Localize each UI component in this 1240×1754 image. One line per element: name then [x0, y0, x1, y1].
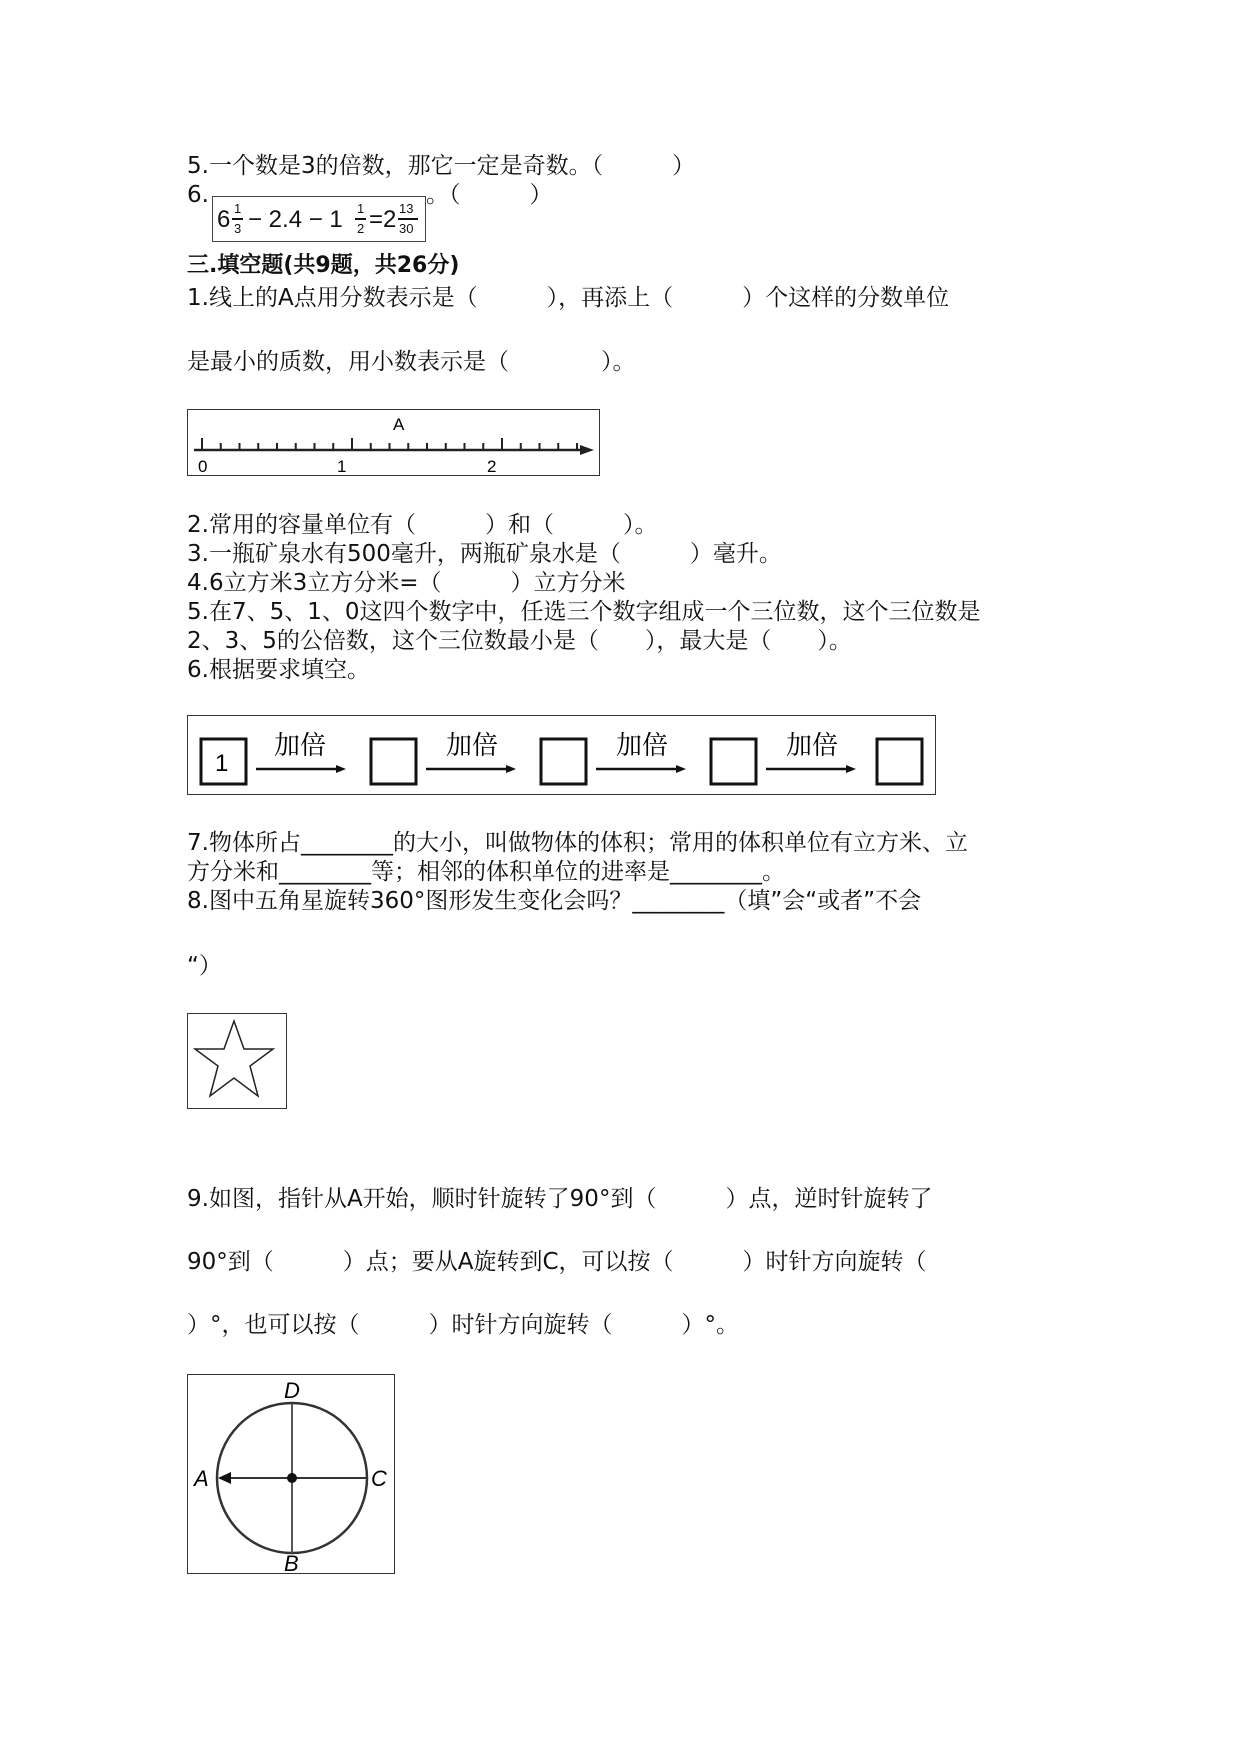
expr-den-3: 30 — [399, 221, 414, 236]
arrowhead-icon — [336, 765, 346, 773]
tick-label-0: 0 — [198, 457, 208, 475]
fill-q9-line2: 90°到（ ）点；要从A旋转到C，可以按（ ）时针方向旋转（ — [187, 1249, 927, 1275]
fill-q5-line1: 5.在7、5、1、0这四个数字中，任选三个数字组成一个三位数，这个三位数是 — [187, 599, 981, 625]
point-c-label: C — [371, 1466, 387, 1491]
dial — [188, 1375, 394, 1573]
q6-expression-image — [212, 196, 426, 242]
expr-num-3: 13 — [399, 201, 414, 216]
doubling-chain — [188, 716, 935, 794]
fill-q4: 4.6立方米3立方分米=（ ）立方分米 — [187, 570, 626, 596]
fill-q5-line2: 2、3、5的公倍数，这个三位数最小是（ ），最大是（ ）。 — [187, 628, 852, 654]
tick-label-1: 1 — [337, 457, 347, 475]
fill-q6: 6.根据要求填空。 — [187, 657, 370, 683]
step-label-4: 加倍 — [786, 730, 839, 760]
arrowhead-icon — [846, 765, 856, 773]
expr-den-1: 3 — [234, 221, 242, 236]
arrowhead-icon — [676, 765, 686, 773]
expr-bar-1 — [232, 218, 243, 220]
five-pointed-star — [195, 1021, 273, 1096]
expr-den-2: 2 — [357, 221, 365, 236]
answer-box-3 — [711, 739, 756, 784]
expr-num-2: 1 — [357, 201, 365, 216]
fill-q1-line2: 是最小的质数，用小数表示是（ ）。 — [187, 349, 636, 375]
expr-bar-3 — [398, 218, 418, 220]
dial-figure — [187, 1374, 395, 1574]
expr-whole-1: 6 — [217, 206, 231, 233]
judgement-q5: 5.一个数是3的倍数，那它一定是奇数。（ ） — [187, 153, 696, 179]
star-icon — [188, 1014, 286, 1108]
point-a-label: A — [194, 1466, 209, 1491]
fill-q7-line1: 7.物体所占________的大小，叫做物体的体积；常用的体积单位有立方米、立 — [187, 830, 968, 856]
fill-q9-line3: ）°，也可以按（ ）时针方向旋转（ ）°。 — [187, 1312, 739, 1338]
expr-equals: =2 — [369, 206, 397, 233]
fill-q9-line1: 9.如图，指针从A开始，顺时针旋转了90°到（ ）点，逆时针旋转了 — [187, 1186, 933, 1212]
step-label-1: 加倍 — [274, 730, 327, 760]
judgement-q6-number: 6. — [187, 182, 209, 208]
arrowhead-icon — [506, 765, 516, 773]
fill-q8-line2: “） — [187, 953, 222, 979]
judgement-q6-tail: 。（ ） — [426, 182, 553, 208]
expr-middle: − 2.4 − 1 — [248, 206, 343, 233]
arrowhead-icon — [580, 445, 594, 455]
step-label-3: 加倍 — [616, 730, 669, 760]
fill-q7-line2: 方分米和________等；相邻的体积单位的进率是________。 — [187, 859, 785, 885]
center-dot — [287, 1473, 297, 1483]
point-b-label: B — [284, 1551, 299, 1573]
section-title: 三.填空题(共9题，共26分) — [187, 253, 460, 278]
point-d-label: D — [284, 1378, 300, 1403]
answer-box-4 — [877, 739, 922, 784]
expr-num-1: 1 — [234, 201, 242, 216]
fill-q8-line1: 8.图中五角星旋转360°图形发生变化会吗？________（填”会“或者”不会 — [187, 888, 922, 914]
tick-label-2: 2 — [487, 457, 497, 475]
fill-q1-line1: 1.线上的A点用分数表示是（ ），再添上（ ）个这样的分数单位 — [187, 285, 950, 311]
fill-q2: 2.常用的容量单位有（ ）和（ ）。 — [187, 512, 658, 538]
star-figure — [187, 1013, 287, 1109]
doubling-chain-figure — [187, 715, 936, 795]
answer-box-1 — [371, 739, 416, 784]
start-value: 1 — [215, 750, 229, 777]
pointer-arrowhead-icon — [218, 1472, 231, 1484]
fill-q3: 3.一瓶矿泉水有500毫升，两瓶矿泉水是（ ）毫升。 — [187, 541, 782, 567]
number-line — [188, 410, 599, 475]
number-line-figure — [187, 409, 600, 476]
point-a-label: A — [393, 415, 405, 434]
expr-bar-2 — [355, 218, 366, 220]
step-label-2: 加倍 — [446, 730, 499, 760]
tick-marks — [202, 438, 577, 450]
answer-box-2 — [541, 739, 586, 784]
